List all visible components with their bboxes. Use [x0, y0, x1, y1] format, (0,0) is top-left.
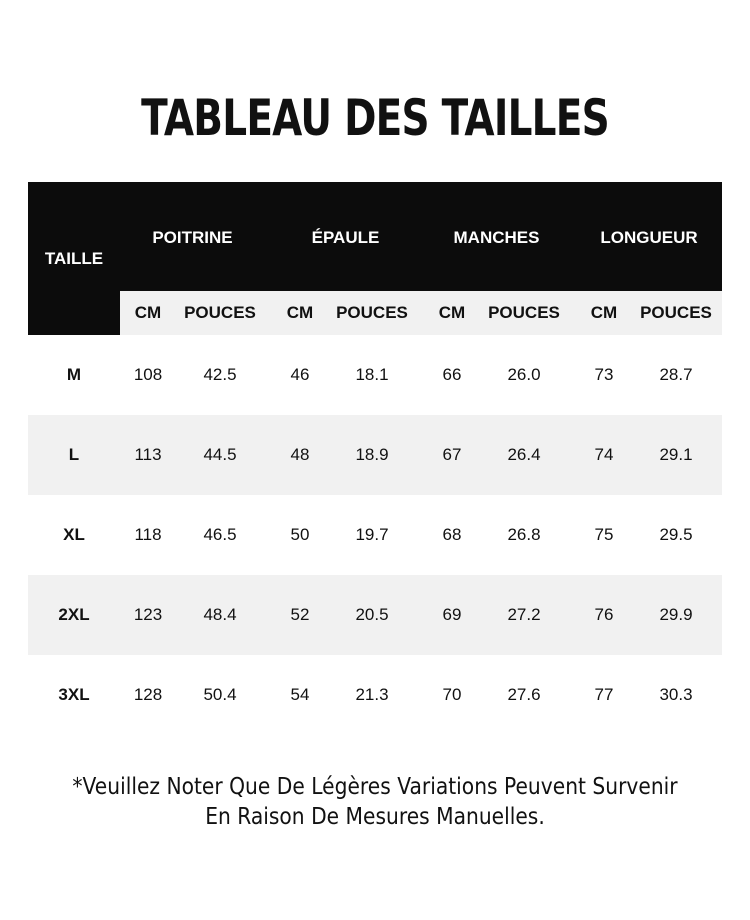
value-cell: 30.3: [659, 685, 693, 704]
value-cell: 70: [442, 685, 462, 704]
value-cell: 52: [290, 605, 310, 624]
unit-header-shoulder-inches: POUCES: [336, 303, 408, 322]
value-cell: 42.5: [203, 365, 237, 384]
value-cell: 27.6: [507, 685, 541, 704]
value-cell: 26.0: [507, 365, 541, 384]
value-cell: 67: [442, 445, 462, 464]
value-cell: 46.5: [203, 525, 237, 544]
value-cell: 50.4: [203, 685, 237, 704]
note-line-1: *Veuillez Noter Que De Légères Variations Peuvent Survenir: [72, 774, 678, 800]
unit-header-chest-inches: POUCES: [184, 303, 256, 322]
value-cell: 18.9: [355, 445, 389, 464]
group-header-length: LONGUEUR: [600, 227, 698, 247]
unit-header-sleeves-cm: CM: [438, 303, 466, 322]
size-chart-table: [28, 182, 722, 735]
value-cell: 20.5: [355, 605, 389, 624]
group-header-shoulder: ÉPAULE: [311, 227, 380, 247]
value-cell: 77: [594, 685, 614, 704]
value-cell: 68: [442, 525, 462, 544]
unit-header-shoulder-cm: CM: [286, 303, 314, 322]
value-cell: 44.5: [203, 445, 237, 464]
size-column-header: TAILLE: [44, 248, 104, 268]
value-cell: 76: [594, 605, 614, 624]
value-cell: 18.1: [355, 365, 389, 384]
value-cell: 118: [134, 525, 162, 544]
unit-header-chest-cm: CM: [134, 303, 162, 322]
value-cell: 27.2: [507, 605, 541, 624]
value-cell: 29.9: [659, 605, 693, 624]
unit-header-length-inches: POUCES: [640, 303, 712, 322]
value-cell: 73: [594, 365, 614, 384]
measurement-note: [45, 772, 705, 832]
value-cell: 74: [594, 445, 614, 464]
unit-header-sleeves-inches: POUCES: [488, 303, 560, 322]
table-header: [28, 182, 722, 335]
value-cell: 50: [290, 525, 310, 544]
table-row: [28, 335, 722, 415]
page-title: TABLEAU DES TAILLES: [141, 89, 609, 147]
value-cell: 75: [594, 525, 614, 544]
value-cell: 28.7: [659, 365, 693, 384]
value-cell: 128: [133, 685, 163, 704]
value-cell: 123: [133, 605, 163, 624]
value-cell: 69: [442, 605, 462, 624]
table-body: [28, 335, 722, 735]
value-cell: 108: [133, 365, 163, 384]
value-cell: 29.1: [659, 445, 693, 464]
value-cell: 21.3: [355, 685, 389, 704]
size-cell: 2XL: [58, 605, 90, 624]
value-cell: 48.4: [203, 605, 237, 624]
size-cell: M: [66, 365, 82, 384]
unit-header-length-cm: CM: [590, 303, 618, 322]
value-cell: 48: [290, 445, 310, 464]
value-cell: 54: [290, 685, 310, 704]
value-cell: 66: [442, 365, 462, 384]
table-row: [28, 575, 722, 655]
size-cell: 3XL: [58, 685, 90, 704]
value-cell: 46: [290, 365, 310, 384]
value-cell: 26.8: [507, 525, 541, 544]
value-cell: 29.5: [659, 525, 693, 544]
size-cell: XL: [63, 525, 85, 544]
note-line-2: En Raison De Mesures Manuelles.: [205, 804, 545, 830]
value-cell: 113: [134, 445, 162, 464]
group-header-chest: POITRINE: [152, 227, 233, 247]
value-cell: 19.7: [355, 525, 389, 544]
table-row: [28, 655, 722, 735]
table-row: [28, 495, 722, 575]
group-header-sleeves: MANCHES: [453, 227, 540, 247]
table-row: [28, 415, 722, 495]
size-cell: L: [68, 445, 80, 464]
value-cell: 26.4: [507, 445, 541, 464]
